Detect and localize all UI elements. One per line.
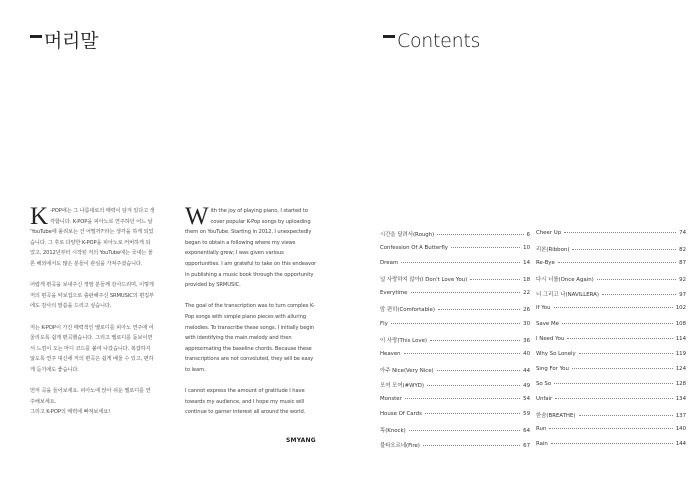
toc-entry-page: 44 <box>523 367 530 374</box>
toc-entry-title: 아주 Nice(Very Nice) <box>380 367 434 374</box>
english-paragraph-1: With the joy of playing piano, I started to cover popular K-Pop songs by uploading them on YouTube. Starting in 2012, I unexpectedly began to obtain a following where my views exponentially grew; I was given various opportunities. I am grateful to take on this endeavor in publishing a music book through the opportunity provided by SRMUSIC. <box>185 203 317 289</box>
contents-page <box>350 0 700 479</box>
english-dropcap: W <box>185 203 209 230</box>
toc-leader-dots <box>427 385 520 386</box>
toc-leader-dots <box>579 415 673 416</box>
toc-leader-dots <box>391 323 520 324</box>
toc-leader-dots <box>411 292 521 293</box>
toc-entry-page: 137 <box>675 413 686 420</box>
toc-entry-page: 40 <box>523 350 530 357</box>
toc-entry-title: Unfair <box>536 396 553 403</box>
toc-left-column <box>380 230 530 456</box>
toc-entry[interactable] <box>380 230 530 245</box>
toc-entry-title: Fly <box>380 320 388 327</box>
toc-entry[interactable] <box>536 381 686 396</box>
toc-entry-page: 59 <box>523 411 530 418</box>
toc-entry[interactable] <box>380 381 530 396</box>
toc-entry-page: 92 <box>679 277 686 284</box>
toc-leader-dots <box>549 428 672 429</box>
toc-entry-page: 97 <box>679 292 686 299</box>
toc-entry-page: 67 <box>523 443 530 450</box>
toc-entry-page: 140 <box>675 426 686 433</box>
toc-entry-page: 74 <box>679 230 686 236</box>
toc-entry-page: 82 <box>679 247 686 254</box>
toc-leader-dots <box>437 234 523 235</box>
toc-entry-page: 102 <box>675 305 686 312</box>
toc-entry-page: 36 <box>523 337 530 344</box>
toc-entry-page: 114 <box>675 335 686 342</box>
preface-korean-column <box>30 203 155 428</box>
toc-entry-title: Cheer Up <box>536 230 562 236</box>
toc-entry-title: Re-Bye <box>536 260 555 267</box>
toc-entry-title: Rain <box>536 441 548 448</box>
heading-bar <box>383 35 395 38</box>
toc-entry-title: Run <box>536 426 547 433</box>
toc-entry-title: 너 그리고 나(NAVILLERA) <box>536 292 599 299</box>
toc-entry[interactable] <box>536 351 686 366</box>
english-paragraph-2: The goal of the transcription was to turn complex K-Pop songs with simple piano pieces with alluring melodies. To transcribe these songs, I initially begin with identifying the main melody and then approximating the baseline chords. Because these transcriptions are not convoluted, they will be easy to learn. <box>185 303 315 373</box>
toc-entry-title: Sing For You <box>536 365 569 372</box>
toc-entry-page: 49 <box>523 382 530 389</box>
toc-entry-page: 10 <box>523 245 530 252</box>
toc-entry-title: 불타오르네(Fire) <box>380 443 420 450</box>
toc-entry-page: 128 <box>675 380 686 387</box>
toc-leader-dots <box>404 353 521 354</box>
toc-leader-dots <box>567 338 672 339</box>
contents-heading <box>383 30 480 52</box>
toc-entry[interactable] <box>536 290 686 305</box>
toc-leader-dots <box>470 279 520 280</box>
toc-leader-dots <box>564 232 676 233</box>
toc-leader-dots <box>597 279 676 280</box>
toc-leader-dots <box>451 247 520 248</box>
toc-leader-dots <box>579 353 673 354</box>
toc-entry-page: 119 <box>675 350 686 357</box>
toc-entry-page: 18 <box>523 277 530 284</box>
toc-entry[interactable] <box>380 336 530 351</box>
preface-english-column <box>185 203 319 428</box>
toc-entry[interactable] <box>536 336 686 351</box>
toc-leader-dots <box>405 398 520 399</box>
toc-entry[interactable] <box>380 441 530 456</box>
toc-leader-dots <box>438 309 520 310</box>
toc-leader-dots <box>602 294 676 295</box>
toc-leader-dots <box>572 368 673 369</box>
toc-leader-dots <box>555 398 672 399</box>
korean-paragraph-2: 어렵게 편곡을 보내주신 정말 분들께 감사드리며, 이렇게 저의 편곡을 악보집으로 출판해주신 SRMUSIC의 편집부에도 감사의 말씀을 드리고 싶습니다. <box>30 282 154 310</box>
toc-leader-dots <box>430 340 520 341</box>
toc-entry-title: 맘 편히(Comfortable) <box>380 307 435 314</box>
korean-dropcap: K <box>30 203 48 230</box>
toc-entry-page: 26 <box>523 307 530 314</box>
toc-leader-dots <box>437 370 520 371</box>
toc-entry-title: 다시 너를(Once Again) <box>536 277 594 284</box>
toc-entry[interactable] <box>380 245 530 260</box>
toc-leader-dots <box>551 443 673 444</box>
toc-entry-page: 54 <box>523 396 530 403</box>
toc-entry-title: Why So Lonely <box>536 350 576 357</box>
toc-entry-title: 시간을 달려서(Rough) <box>380 232 435 238</box>
toc-entry-page: 87 <box>679 260 686 267</box>
toc-leader-dots <box>409 430 520 431</box>
toc-entry[interactable] <box>380 321 530 336</box>
toc-entry-title: So So <box>536 380 552 387</box>
toc-entry-page: 14 <box>523 260 530 267</box>
toc-entry-title: 이 사랑(This Love) <box>380 337 427 344</box>
signature: SMYANG <box>286 437 316 444</box>
toc-leader-dots <box>425 413 520 414</box>
toc-entry-title: I Need You <box>536 335 565 342</box>
toc-entry[interactable] <box>380 411 530 426</box>
toc-entry-title: 리본(Ribbon) <box>536 247 570 254</box>
toc-entry-title: House Of Cards <box>380 411 422 418</box>
toc-entry[interactable] <box>536 441 686 456</box>
toc-entry[interactable] <box>380 305 530 320</box>
toc-entry[interactable] <box>536 321 686 336</box>
toc-entry-page: 22 <box>523 290 530 297</box>
toc-leader-dots <box>401 262 520 263</box>
toc-entry-title: Monster <box>380 396 402 403</box>
toc-entry-title: Everytime <box>380 290 408 297</box>
preface-heading <box>30 30 98 52</box>
toc-right-column <box>536 230 686 456</box>
toc-leader-dots <box>423 445 520 446</box>
toc-entry[interactable] <box>380 290 530 305</box>
toc-entry[interactable] <box>536 426 686 441</box>
toc-entry[interactable] <box>380 275 530 290</box>
toc-entry[interactable] <box>380 351 530 366</box>
toc-entry-title: 모여 모여(#WYD) <box>380 382 425 389</box>
toc-entry-title: Confession Of A Butterfly <box>380 245 448 252</box>
toc-entry[interactable] <box>536 366 686 381</box>
toc-entry-page: 108 <box>675 320 686 327</box>
toc-entry-title: Heaven <box>380 350 401 357</box>
toc-entry[interactable] <box>380 426 530 441</box>
toc-entry[interactable] <box>536 245 686 260</box>
toc-entry[interactable] <box>536 305 686 320</box>
heading-bar <box>30 35 42 38</box>
toc-entry[interactable] <box>536 260 686 275</box>
toc-entry-page: 6 <box>526 232 530 238</box>
korean-paragraph-4: 먼저 곡을 들어보세요. 피아노에 앉아 쉬운 멜로디를 연주해보세요. 그리고 K-POP의 매력에 빠져보세요! <box>30 388 151 416</box>
toc-entry-title: If You <box>536 305 551 312</box>
korean-paragraph-1: K -POP에는 그 나름대로의 매력이 담겨 있다고 생각합니다. K-POP을 피아노로 연주하던 어느 날 'YouTube에 올려보는 건 어떨까?'라는 생각을 하게 되었습니다. 그 후로 다양한 K-POP을 피아노로 커버하게 되었고, 2012년부터 시작된 저의 YouTube에는 국내는 물론 해외에서도 많은 분들이 관심을 가져주셨습니다. <box>30 203 155 267</box>
toc-entry[interactable] <box>380 260 530 275</box>
toc-leader-dots <box>554 383 673 384</box>
toc-leader-dots <box>558 262 676 263</box>
toc-entry-title: 한숨(BREATHE) <box>536 413 576 420</box>
toc-entry-title: Save Me <box>536 320 559 327</box>
english-paragraph-3: I cannot express the amount of gratitude I have towards my audience, and I hope my music will continue to garner interest all around the world. <box>185 388 306 416</box>
toc-entry[interactable] <box>536 411 686 426</box>
toc-entry-title: Dream <box>380 260 399 267</box>
toc-entry[interactable] <box>380 396 530 411</box>
toc-leader-dots <box>562 323 673 324</box>
toc-entry[interactable] <box>536 230 686 245</box>
toc-entry[interactable] <box>536 275 686 290</box>
preface-title: 머리말 <box>44 30 99 52</box>
toc-entry-page: 124 <box>675 365 686 372</box>
toc-leader-dots <box>572 249 676 250</box>
toc-entry-title: 널 사랑하지 않아(I Don't Love You) <box>380 277 468 284</box>
toc-entry-page: 144 <box>675 441 686 448</box>
toc-entry[interactable] <box>536 396 686 411</box>
toc-entry-title: 똑(Knock) <box>380 428 406 435</box>
toc-entry-page: 134 <box>675 396 686 403</box>
toc-entry-page: 64 <box>523 428 530 435</box>
toc-leader-dots <box>554 307 673 308</box>
korean-paragraph-3: 저는 K-POP이 가진 매력적인 멜로디를 피아노 연주에 어울리도록 쉽게 편곡했습니다. 그리고 멜로디를 돋보이면서 느낌이 오는 마디 코드를 붙여 나갔습니다. 복잡하지 않도록 연주 대신에 저의 편곡은 쉽게 배울 수 있고, 편하게 듣기에도 좋습니다. <box>30 324 154 373</box>
toc-entry-page: 30 <box>523 320 530 327</box>
contents-title: Contents <box>397 30 481 52</box>
toc-entry[interactable] <box>380 366 530 381</box>
